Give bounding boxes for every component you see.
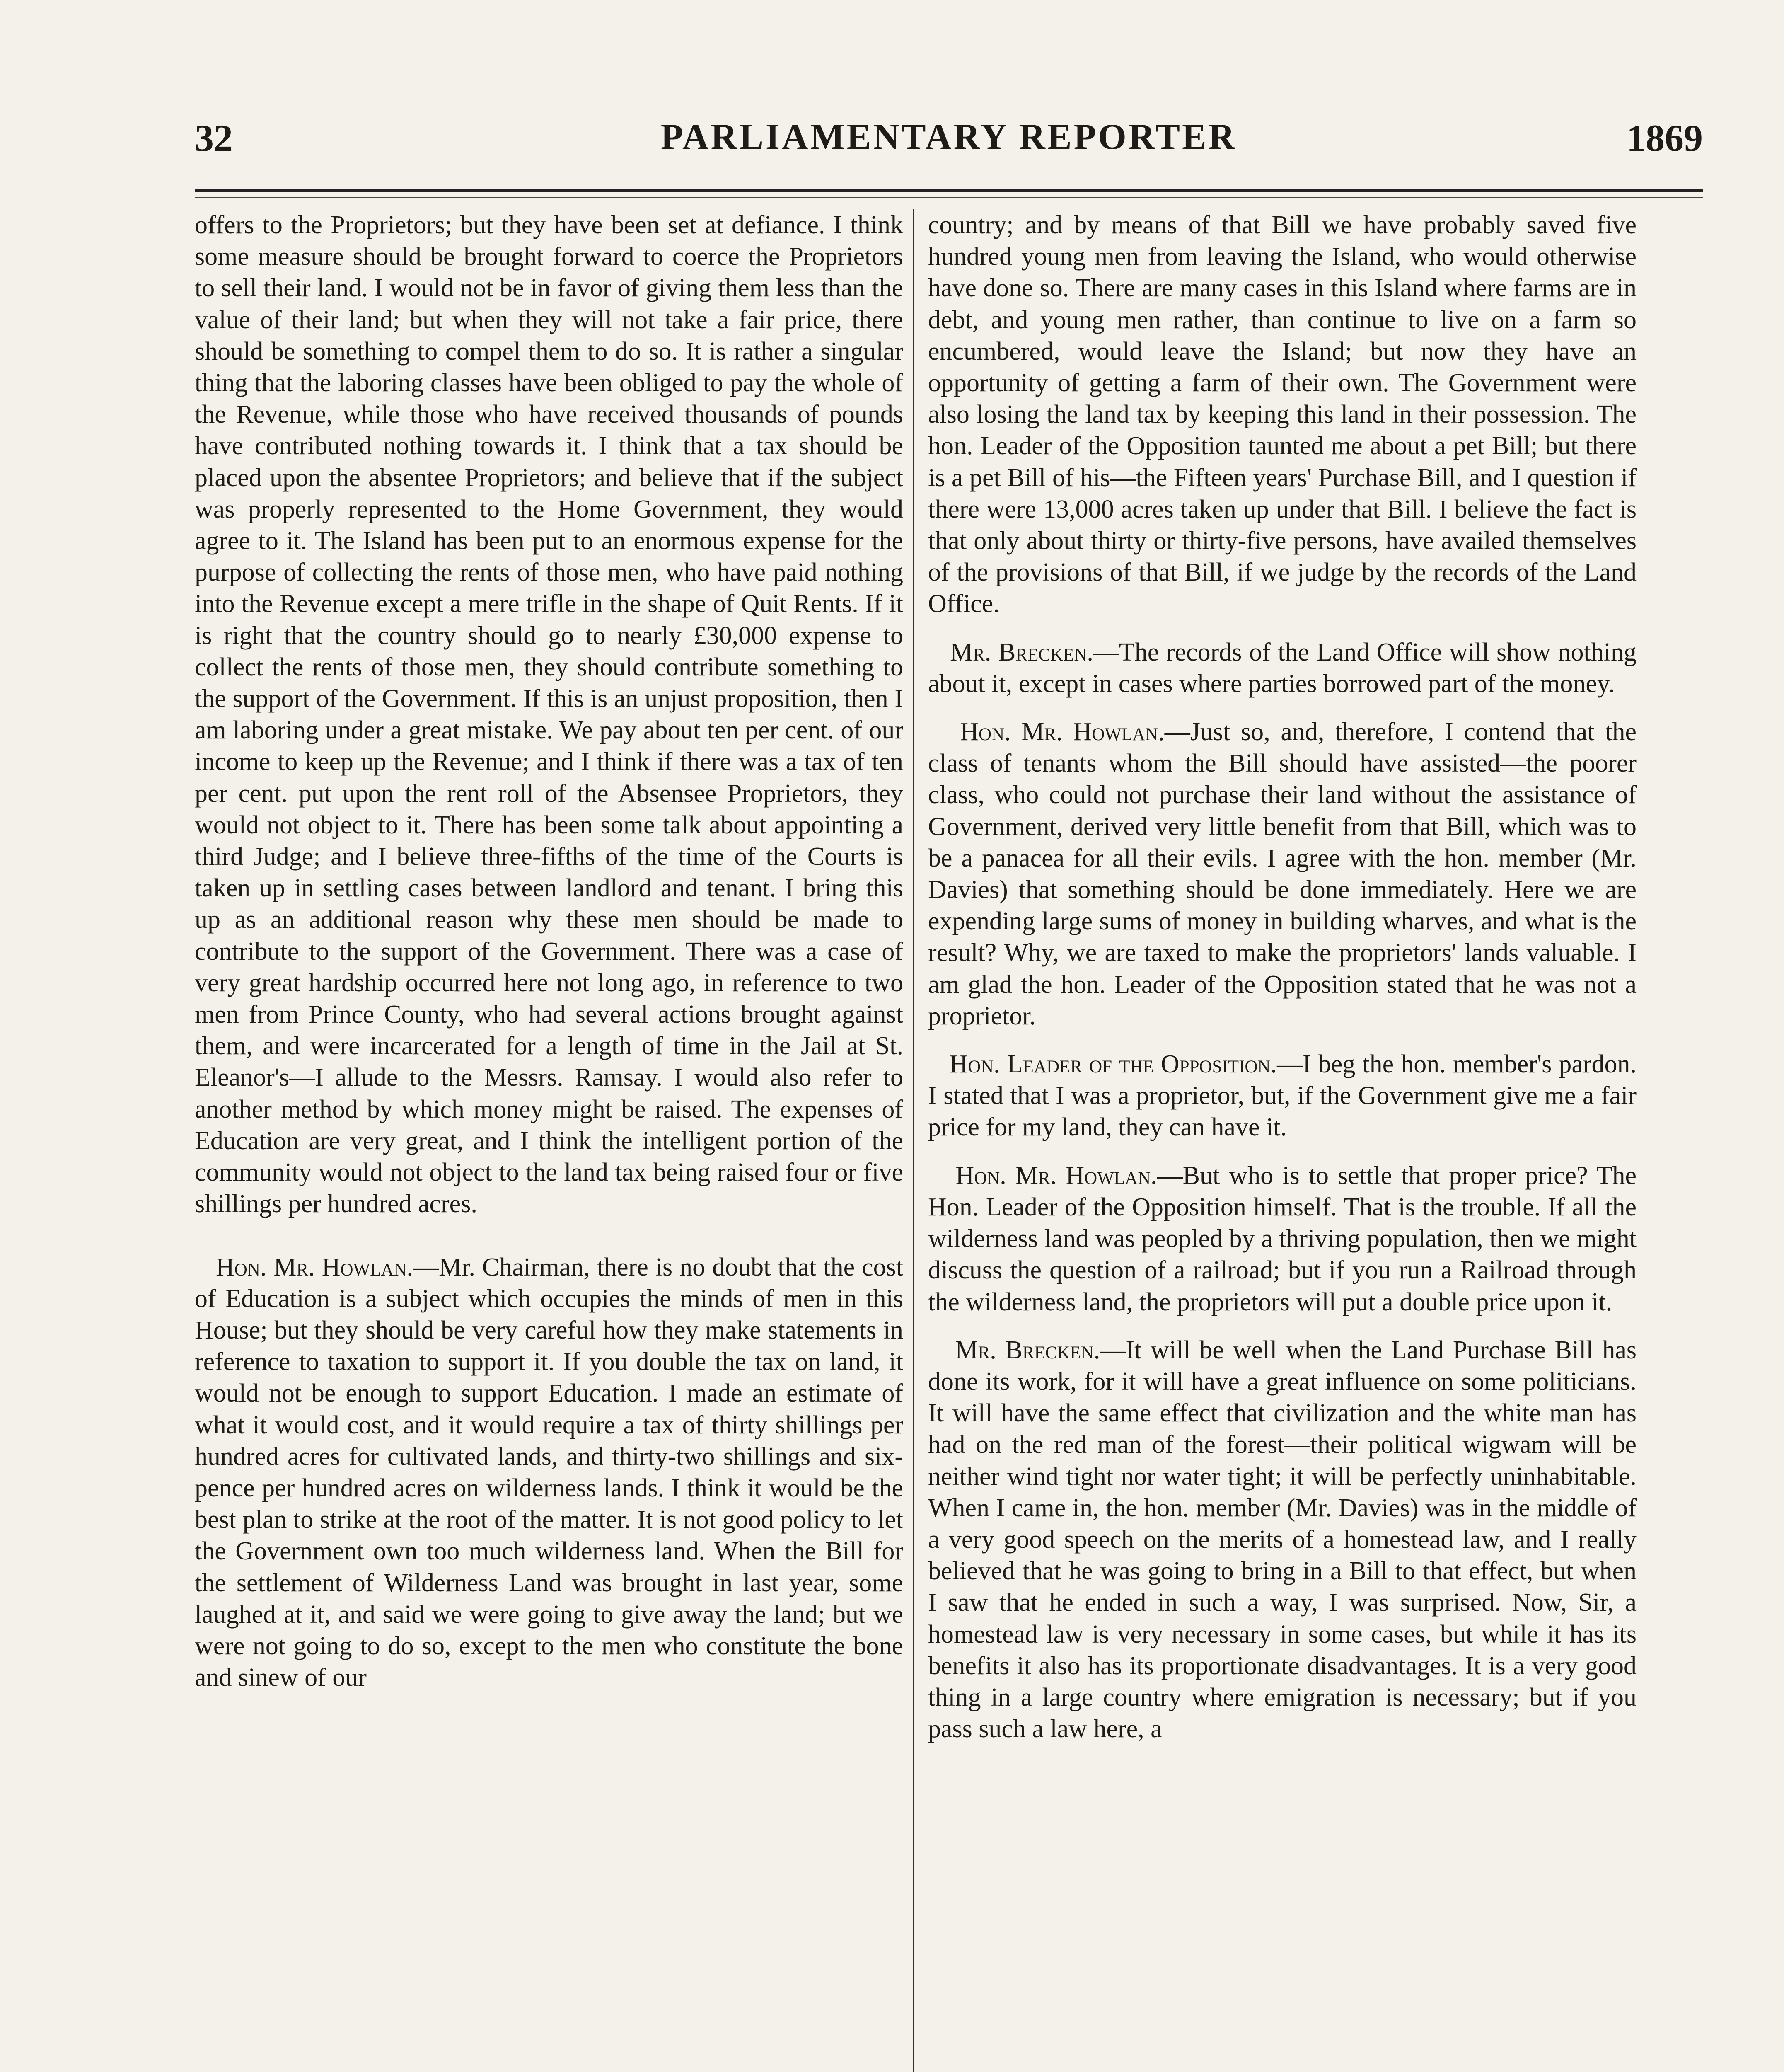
right-column	[928, 209, 1637, 2072]
paragraph: offers to the Proprietors; but they have been set at defiance. I think some measure should be brought forward to coerce the Proprietors to sell their land. I would not be in favor of giving them less than the value of their land; but when they will not take a fair price, there should be something to compel them to do so. It is rather a singular thing that the laboring classes have been obliged to pay the whole of the Revenue, while those who have received thousands of pounds have contributed nothing towards it. I think that a tax should be placed upon the absentee Proprietors; and believe that if the subject was properly represented to the Home Government, they would agree to it. The Island has been put to an enormous expense for the purpose of collecting the rents of those men, who have paid nothing into the Revenue except a mere trifle in the shape of Quit Rents. If it is right that the country should go to nearly £30,000 expense to collect the rents of those men, they should contribute something to the support of the Government. If this is an unjust proposition, then I am laboring under a great mistake. We pay about ten per cent. of our income to keep up the Revenue; and I think if there was a tax of ten per cent. put upon the rent roll of the Absensee Proprietors, they would not object to it. There has been some talk about appointing a third Judge; and I believe three-fifths of the time of the Courts is taken up in settling cases between landlord and tenant. I bring this up as an additional reason why these men should be made to contribute to the support of the Government. There was a case of very great hardship occurred here not long ago, in reference to two men from Prince County, who had several actions brought against them, and were incarcerated for a length of time in the Jail at St. Eleanor's—I allude to the Messrs. Ramsay. I would also refer to another method by which money might be raised. The expenses of Education are very great, and I think the intelligent portion of the community would not object to the land tax being raised four or five shillings per hundred acres.	[195, 211, 903, 1218]
speech-paragraph	[195, 1251, 903, 1694]
speech-paragraph	[928, 637, 1637, 700]
speaker-name: Hon. Mr. Howlan.	[216, 1253, 413, 1281]
header-rule-thin	[195, 197, 1703, 198]
speech-paragraph	[928, 716, 1637, 1032]
speaker-name: Mr. Brecken.	[950, 638, 1093, 666]
header-rule	[195, 189, 1703, 192]
page-number: 32	[195, 117, 233, 159]
speaker-name: Hon. Mr. Howlan.	[960, 718, 1165, 746]
page-header	[195, 116, 1703, 174]
speech-text: —Just so, and, therefore, I contend that the class of tenants whom the Bill should have assisted—the poorer class, who could not purchase their land without the assistance of Government, derived very little benefit from that Bill, which was to be a panacea for all their evils. I agree with the hon. member (Mr. Davies) that something should be done immediately. Here we are expending large sums of money in building wharves, and what is the result? Why, we are taxed to make the proprietors' lands valuable. I am glad the hon. Leader of the Opposition stated that he was not a proprietor.	[928, 718, 1637, 1030]
speaker-name: Mr. Brecken.	[955, 1336, 1100, 1364]
publication-title: PARLIAMENTARY REPORTER	[660, 117, 1237, 157]
speech-paragraph	[928, 1048, 1637, 1143]
speech-text: —Mr. Chairman, there is no doubt that the cost of Education is a subject which occupies the minds of men in this House; but they should be very careful how they make statements in reference to taxation to support it. If you double the tax on land, it would not be enough to support Education. I made an estimate of what it would cost, and it would require a tax of thirty shillings per hundred acres for cultivated lands, and thirty-two shillings and six-pence per hundred acres on wilderness lands. I think it would be the best plan to strike at the root of the matter. It is not good policy to let the Government own too much wilderness land. When the Bill for the settlement of Wilderness Land was brought in last year, some laughed at it, and said we were going to give away the land; but we were not going to do so, except to the men who constitute the bone and sinew of our	[195, 1253, 903, 1692]
speech-paragraph	[928, 1160, 1637, 1318]
speech-paragraph	[928, 1334, 1637, 1745]
speech-text: —I beg the hon. member's pardon. I stated that I was a proprietor, but, if the Government give me a fair price for my land, they can have it.	[928, 1050, 1637, 1142]
speech-text: —It will be well when the Land Purchase Bill has done its work, for it will have a great influence on some politicians. It will have the same effect that civilization and the white man has had on the red man of the forest—their political wigwam will be neither wind tight nor water tight; it will be perfectly uninhabitable. When I came in, the hon. member (Mr. Davies) was in the middle of a very good speech on the merits of a homestead law, and I really believed that he was going to bring in a Bill to that effect, but when I saw that he ended in such a way, I was surprised. Now, Sir, a homestead law is very necessary in some cases, but while it has its benefits it also has its proportionate disadvantages. It is a very good thing in a large country where emigration is necessary; but if you pass such a law here, a	[928, 1336, 1637, 1743]
speech-text: —But who is to settle that proper price? The Hon. Leader of the Opposition himself. That is the trouble. If all the wilderness land was peopled by a thriving population, then we might discuss the question of a railroad; but if you run a Railroad through the wilderness land, the proprietors will put a double price upon it.	[928, 1161, 1637, 1316]
speaker-name: Hon. Leader of the Opposition.	[949, 1050, 1277, 1079]
left-column	[195, 209, 903, 2072]
paragraph: country; and by means of that Bill we have probably saved five hundred young men from leaving the Island, who would otherwise have done so. There are many cases in this Island where farms are in debt, and young men rather, than continue to live on a farm so encumbered, would leave the Island; but now they have an opportunity of getting a farm of their own. The Government were also losing the land tax by keeping this land in their possession. The hon. Leader of the Opposition taunted me about a pet Bill; but there is a pet Bill of his—the Fifteen years' Purchase Bill, and I question if there were 13,000 acres taken up under that Bill. I believe the fact is that only about thirty or thirty-five persons, have availed themselves of the provisions of that Bill, if we judge by the records of the Land Office.	[928, 211, 1637, 618]
speaker-name: Hon. Mr. Howlan.	[955, 1161, 1157, 1190]
publication-year: 1869	[1627, 117, 1703, 159]
speech-text: —The records of the Land Office will show nothing about it, except in cases where parties borrowed part of the money.	[928, 638, 1637, 698]
column-divider	[913, 209, 914, 2072]
